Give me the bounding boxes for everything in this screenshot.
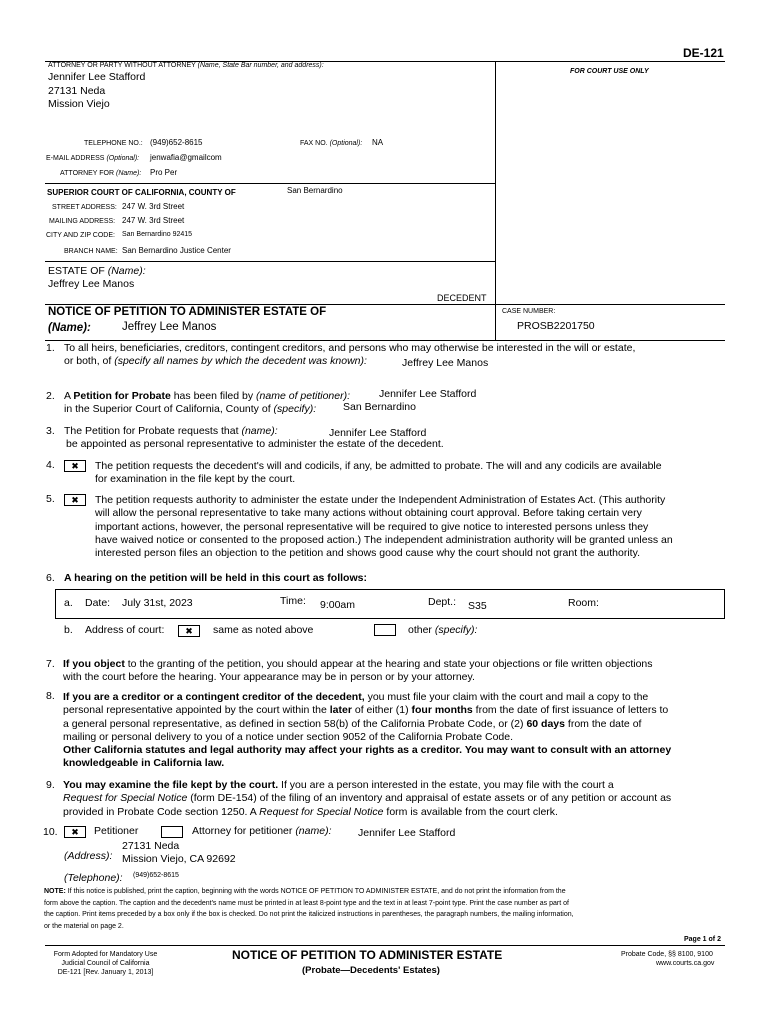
- court-city-field[interactable]: San Bernardino 92415: [122, 231, 193, 238]
- footer-subtitle: (Probate—Decedents' Estates): [302, 965, 440, 976]
- petitioner-address-1[interactable]: 27131 Neda: [122, 840, 180, 852]
- petitioner-name-field[interactable]: Jennifer Lee Stafford: [358, 827, 456, 839]
- other-label: other (specify):: [408, 624, 478, 636]
- attorney-for-petitioner-checkbox[interactable]: [161, 826, 183, 838]
- court-street-field[interactable]: 247 W. 3rd Street: [122, 202, 185, 211]
- same-as-label: same as noted above: [213, 624, 314, 636]
- county-field[interactable]: San Bernardino: [287, 186, 343, 195]
- item-4-checkbox[interactable]: ✖: [64, 460, 86, 472]
- item-5-text: The petition requests authority to administer the estate under the Independent Administration of Estates Act. (This authority will allow the personal representative to take many actions without obtaining court approval. Before taking certain very important actions, however, the personal representative will be required to give notice to interested persons unless they have waived notice or consented to the proposed action.) The independent administration authority will be granted unless an interested person files an objection to the petition and shows good cause why the court should not grant the authority.: [95, 494, 673, 560]
- court-branch-field[interactable]: San Bernardino Justice Center: [122, 246, 231, 255]
- branch-label: BRANCH NAME:: [64, 248, 118, 255]
- attorney-label: ATTORNEY OR PARTY WITHOUT ATTORNEY (Name, State Bar number, and address):: [48, 62, 324, 69]
- item-7-number: 7.: [46, 658, 55, 670]
- hearing-time-field[interactable]: 9:00am: [320, 599, 356, 611]
- address-hint: (Address):: [64, 850, 113, 862]
- item-5-number: 5.: [46, 493, 55, 505]
- attorney-street[interactable]: 27131 Neda: [48, 85, 106, 97]
- item-2-number: 2.: [46, 390, 55, 402]
- same-as-checkbox[interactable]: ✖: [178, 625, 200, 637]
- petitioner-telephone-field[interactable]: (949)652-8615: [133, 872, 179, 879]
- item-4-text: The petition requests the decedent's will and codicils, if any, be admitted to probate. The will and any codicils are available for examination in the file kept by the court.: [95, 460, 662, 486]
- estate-name-field[interactable]: Jeffrey Lee Manos: [48, 278, 135, 290]
- item-6-title: A hearing on the petition will be held in this court as follows:: [64, 572, 367, 584]
- email-field[interactable]: jenwafia@gmailcom: [150, 153, 222, 162]
- email-label: E-MAIL ADDRESS (Optional):: [46, 155, 140, 162]
- footer-title: NOTICE OF PETITION TO ADMINISTER ESTATE: [232, 948, 503, 962]
- item-5-checkbox[interactable]: ✖: [64, 494, 86, 506]
- petitioner-checkbox[interactable]: ✖: [64, 826, 86, 838]
- hearing-date-field[interactable]: July 31st, 2023: [122, 597, 193, 609]
- attorney-name[interactable]: Jennifer Lee Stafford: [48, 71, 146, 83]
- note-text: NOTE: If this notice is published, print the caption, beginning with the words NOTICE OF PETITION TO ADMINISTER ESTATE, and do not print the information from the form above the caption. The caption and the decedent's name must be printed in at least 8-point type and the text in at least 7-point type. Print the case number as part of the caption. Print items preceded by a box only if the box is checked. Do not print the italicized instructions in parentheses, the paragraph numbers, the mailing information, or the material on page 2.: [44, 888, 574, 930]
- mailing-label: MAILING ADDRESS:: [49, 218, 116, 225]
- item-6-number: 6.: [46, 572, 55, 584]
- court-use-label: FOR COURT USE ONLY: [570, 68, 649, 75]
- item-8-text: If you are a creditor or a contingent creditor of the decedent, you must file your claim with the court and mail a copy to the personal representative appointed by the court within the later of either (1) four months from the date of first issuance of letters to a general personal representative, as defined in section 58(b) of the California Probate Code, or (2) 60 days from the date of mailing or personal delivery to you of a notice under section 9052 of the California Probate Code. Other California statutes and legal authority may affect your rights as a creditor. You may want to consult with an attorney knowledgeable in California law.: [63, 691, 672, 770]
- hearing-b: b.: [64, 624, 73, 636]
- petitioner-field[interactable]: Jennifer Lee Stafford: [379, 388, 477, 400]
- item-2-line-2: in the Superior Court of California, County of (specify):: [64, 403, 317, 415]
- fax-field[interactable]: NA: [372, 138, 384, 147]
- page-indicator: Page 1 of 2: [684, 936, 721, 943]
- item-9-number: 9.: [46, 779, 55, 791]
- footer-code: Probate Code, §§ 8100, 9100: [621, 951, 713, 958]
- date-label: Date:: [85, 597, 111, 609]
- adopted-line-1: Form Adopted for Mandatory Use: [53, 951, 158, 958]
- estate-label: ESTATE OF (Name):: [48, 265, 146, 277]
- attorney-for-label: ATTORNEY FOR (Name):: [60, 170, 142, 177]
- telephone-label: TELEPHONE NO.:: [84, 140, 143, 147]
- decedent-names-field[interactable]: Jeffrey Lee Manos: [402, 357, 489, 369]
- item-9-text: You may examine the file kept by the court. If you are a person interested in the estate, you may file with the court a Request for Special Notice (form DE-154) of the filing of an inventory and appraisal of estate assets or of any petition or account as provided in Probate Code section 1250. A Request for Special Notice form is available from the court clerk.: [63, 779, 672, 818]
- court-mailing-field[interactable]: 247 W. 3rd Street: [122, 216, 185, 225]
- hearing-a: a.: [64, 597, 73, 609]
- adopted-line-3: DE-121 [Rev. January 1, 2013]: [57, 969, 154, 976]
- court-title: SUPERIOR COURT OF CALIFORNIA, COUNTY OF: [47, 188, 236, 197]
- item-2-line-1: A Petition for Probate has been filed by (name of petitioner):: [64, 390, 351, 402]
- footer-site[interactable]: www.courts.ca.gov: [656, 960, 715, 967]
- item-3-line-2: be appointed as personal representative to administer the estate of the decedent.: [66, 438, 444, 450]
- decedent-label: DECEDENT: [437, 293, 487, 303]
- time-label: Time:: [280, 595, 306, 607]
- dept-label: Dept.:: [428, 596, 457, 608]
- telephone-field[interactable]: (949)652-8615: [150, 138, 203, 147]
- notice-name-field[interactable]: Jeffrey Lee Manos: [122, 321, 217, 333]
- attorney-for-field[interactable]: Pro Per: [150, 168, 178, 177]
- other-checkbox[interactable]: [374, 624, 396, 636]
- form-id: DE-121: [683, 46, 724, 60]
- case-number-field[interactable]: PROSB2201750: [517, 320, 595, 332]
- city-zip-label: CITY AND ZIP CODE:: [46, 232, 115, 239]
- item-1-number: 1.: [46, 342, 55, 354]
- street-label: STREET ADDRESS:: [52, 204, 117, 211]
- telephone-hint: (Telephone):: [64, 872, 123, 884]
- item-3-line-1: The Petition for Probate requests that (name):: [64, 425, 278, 437]
- room-label: Room:: [568, 597, 599, 609]
- item-4-number: 4.: [46, 459, 55, 471]
- hearing-dept-field[interactable]: S35: [468, 600, 487, 612]
- address-of-court-label: Address of court:: [85, 624, 165, 636]
- county-specify-field[interactable]: San Bernardino: [343, 401, 416, 413]
- fax-label: FAX NO. (Optional):: [300, 140, 363, 147]
- item-1-line-2: or both, of (specify all names by which the decedent was known):: [64, 355, 367, 367]
- adopted-line-2: Judicial Council of California: [61, 960, 150, 967]
- notice-name-label: (Name):: [48, 322, 91, 334]
- attorney-city[interactable]: Mission Viejo: [48, 98, 110, 110]
- case-number-label: CASE NUMBER:: [502, 308, 556, 315]
- representative-field[interactable]: Jennifer Lee Stafford: [329, 427, 427, 439]
- item-7-text: If you object to the granting of the petition, you should appear at the hearing and state your objections or file written objections with the court before the hearing. Your appearance may be in person or by your attorney.: [63, 658, 653, 684]
- petitioner-address-2[interactable]: Mission Viejo, CA 92692: [122, 853, 236, 865]
- item-10-number: 10.: [43, 826, 58, 838]
- petitioner-label: Petitioner: [94, 825, 139, 837]
- item-1-line-1: To all heirs, beneficiaries, creditors, contingent creditors, and persons who may otherwise be interested in the will or estate,: [64, 342, 636, 354]
- item-8-number: 8.: [46, 690, 55, 702]
- notice-title: NOTICE OF PETITION TO ADMINISTER ESTATE OF: [48, 306, 327, 318]
- attorney-for-petitioner-label: Attorney for petitioner (name):: [192, 825, 332, 837]
- item-3-number: 3.: [46, 425, 55, 437]
